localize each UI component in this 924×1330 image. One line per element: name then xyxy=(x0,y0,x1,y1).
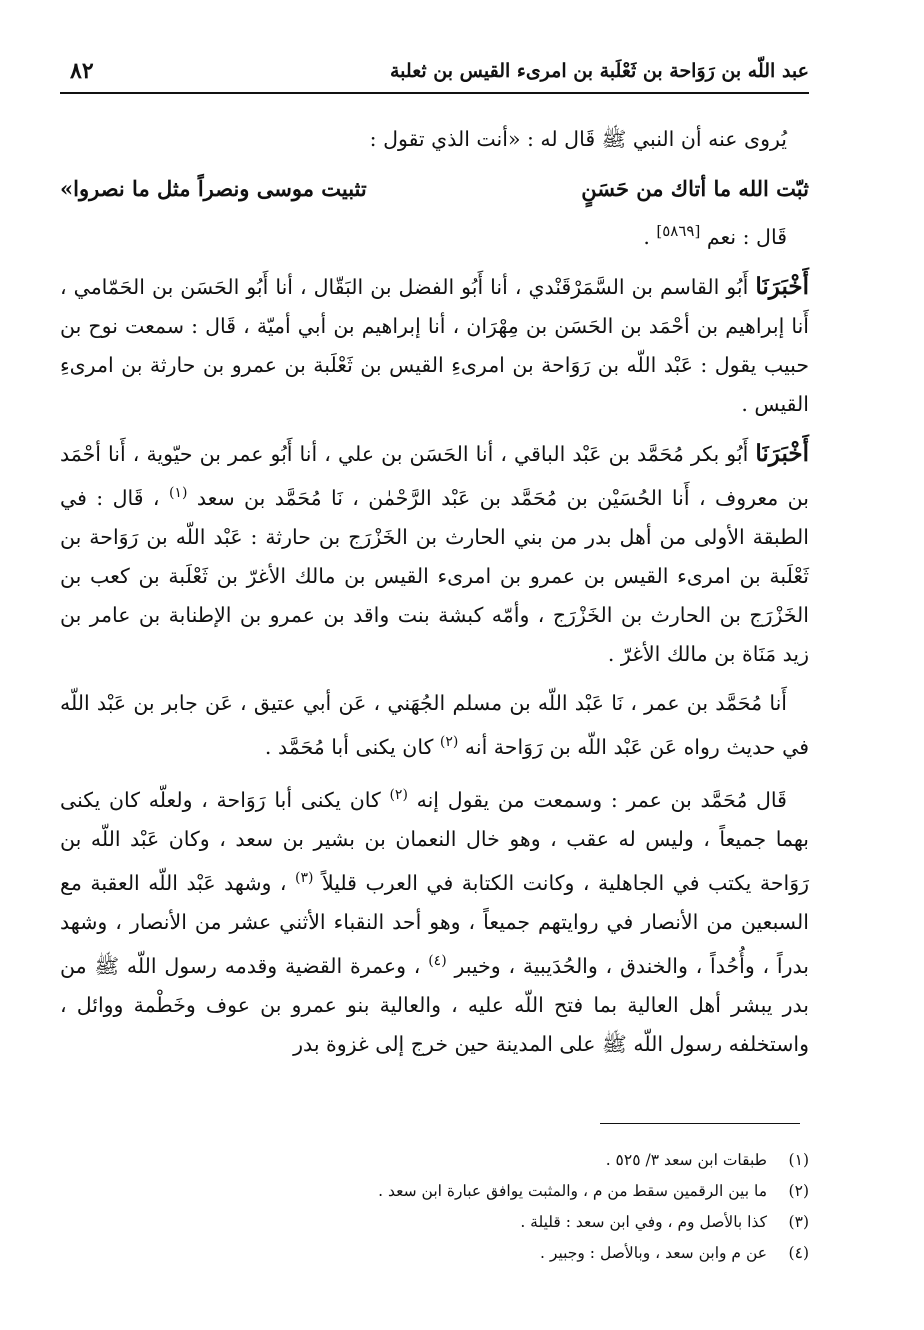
paragraph-3 xyxy=(60,684,809,767)
footnote-1 xyxy=(60,1145,809,1176)
footnote-4 xyxy=(60,1238,809,1269)
footnote-text: ما بين الرقمين سقط من م ، والمثبت يوافق عبارة ابن سعد . xyxy=(378,1182,767,1200)
paragraph-2-text-b: ، قَال : في الطبقة الأولى من أهل بدر من بني الحارث بن الخَزْرَج بن حارثة : عَبْد اللّه بن رَوَاحة بن ثَعْلَبة بن امرىء القيس بن عمرو بن امرىء القيس بن مالك الأغرّ بن ثَعْلَبة بن كعب بن الخَزْرَج بن الحارث بن الخَزْرَج ، وأمّه كبشة بنت واقد بن عمرو بن الإطنابة بن عامر بن زيد مَنَاة بن مالك الأغرّ . xyxy=(60,485,809,666)
intro-line xyxy=(60,120,809,159)
footnote-text: عن م وابن سعد ، وبالأصل : وجبير . xyxy=(540,1244,767,1262)
footnote-text: طبقات ابن سعد ٣/ ٥٢٥ . xyxy=(605,1151,767,1169)
isnad-lead-word: أَخْبَرَنَا xyxy=(755,272,809,300)
footnote-number: (٣) xyxy=(788,1213,809,1231)
footnote-number: (١) xyxy=(788,1151,809,1169)
paragraph-4 xyxy=(60,776,809,1063)
footnote-marker-2[interactable]: (٢) xyxy=(439,733,459,750)
paragraph-4-text-b: كان يكنى أبا رَوَاحة ، ولعلّه كان يكنى بهما جميعاً ، وليس له عقب ، وهو خال النعمان بن بشير بن سعد ، وكان عَبْد اللّه بن رَوَاحة يكتب في الجاهلية ، وكانت الكتابة في العرب قليلاً xyxy=(60,788,809,896)
paragraph-4-text-d: ، وعمرة القضية وقدمه رسول اللّه ﷺ من بدر يبشر أهل العالية بما فتح اللّه عليه ، والعالية بنو عمرو بن عوف وخَطْمة ووائل ، واستخلفه رسول اللّه ﷺ على المدينة حين خرج إلى غزوة بدر xyxy=(60,953,809,1056)
paragraph-4-text-a: قَال مُحَمَّد بن عمر : وسمعت من يقول إنه xyxy=(416,788,787,813)
paragraph-1-text: أَبُو القاسم بن السَّمَرْقَنْدي ، أنا أَبُو الفضل بن البَقّال ، أنا أَبُو الحَسَن بن الحَمّامي ، أَنا إبراهيم بن أحْمَد بن الحَسَن بن مِهْرَان ، أنا إبراهيم بن أبي أميّة ، قَال : سمعت نوح بن حبيب يقول : عَبْد اللّه بن رَوَاحة بن امرىءِ القيس بن ثَعْلَبة بن عمرو بن حارثة بن امرىءِ القيس . xyxy=(60,274,809,416)
reply-text: قَال : نعم xyxy=(706,224,787,249)
main-text xyxy=(60,120,809,1074)
paragraph-2-text-a: أَبُو بكر مُحَمَّد بن عَبْد الباقي ، أنا الحَسَن بن علي ، أنا أَبُو عمر بن حيّوية ، أَنا أحْمَد بن معروف ، أَنا الحُسَيْن بن مُحَمَّد بن عَبْد الرَّحْمٰن ، نَا مُحَمَّد بن سعد xyxy=(60,441,809,510)
paragraph-4-text-c: ، وشهد عَبْد اللّه العقبة مع السبعين من الأنصار في روايتهم جميعاً ، وهو أحد النقباء الأثني عشر من الأنصار ، وشهد بدراً ، وأُحُداً ، والخندق ، والحُدَيبية ، وخيبر xyxy=(60,871,809,978)
running-title: عبد اللّه بن رَوَاحة بن ثَعْلَبة بن امرىء القيس بن ثعلبة xyxy=(389,60,809,82)
reply-line: قَال : نعم [٥٨٦٩] . xyxy=(643,222,787,249)
paragraph-2 xyxy=(60,434,809,674)
footnote-number: (٢) xyxy=(788,1182,809,1200)
footnote-marker-3[interactable]: (٣) xyxy=(295,870,314,887)
paragraph-3-text-a: أَنا مُحَمَّد بن عمر ، نَا عَبْد اللّه بن مسلم الجُهَني ، عَن أبي عتيق ، عَن جابر بن عَبْد اللّه في حديث رواه عَن عَبْد اللّه بن رَوَاحة أنه xyxy=(60,690,809,759)
footnote-text: كذا بالأصل وم ، وفي ابن سعد : قليلة . xyxy=(520,1213,767,1231)
page-number: ٨٢ xyxy=(70,58,94,84)
verse-hemistich-right: ثبّت الله ما أتاك من حَسَنٍ xyxy=(581,176,809,201)
intro-text: يُروى عنه أن النبي ﷺ قَال له : «أنت الذي تقول : xyxy=(369,127,787,151)
footnotes xyxy=(60,1145,809,1269)
footnote-2 xyxy=(60,1176,809,1207)
footnote-3 xyxy=(60,1207,809,1238)
footnote-marker-2[interactable]: (٢) xyxy=(389,787,408,804)
paragraph-1 xyxy=(60,267,809,424)
footnote-marker-1[interactable]: (١) xyxy=(168,484,188,501)
page-header xyxy=(60,52,809,94)
footnote-number: (٤) xyxy=(788,1244,809,1262)
footnote-separator xyxy=(600,1123,800,1124)
poetry-verse xyxy=(60,169,809,208)
verse-hemistich-left: تثبيت موسى ونصراً مثل ما نصروا» xyxy=(60,176,367,201)
isnad-lead-word: أَخْبَرَنَا xyxy=(755,439,809,467)
hadith-reference-number: [٥٨٦٩] xyxy=(656,222,701,240)
footnote-marker-4[interactable]: (٤) xyxy=(428,953,447,970)
paragraph-3-text-b: كان يكنى أبا مُحَمَّد . xyxy=(264,734,434,759)
